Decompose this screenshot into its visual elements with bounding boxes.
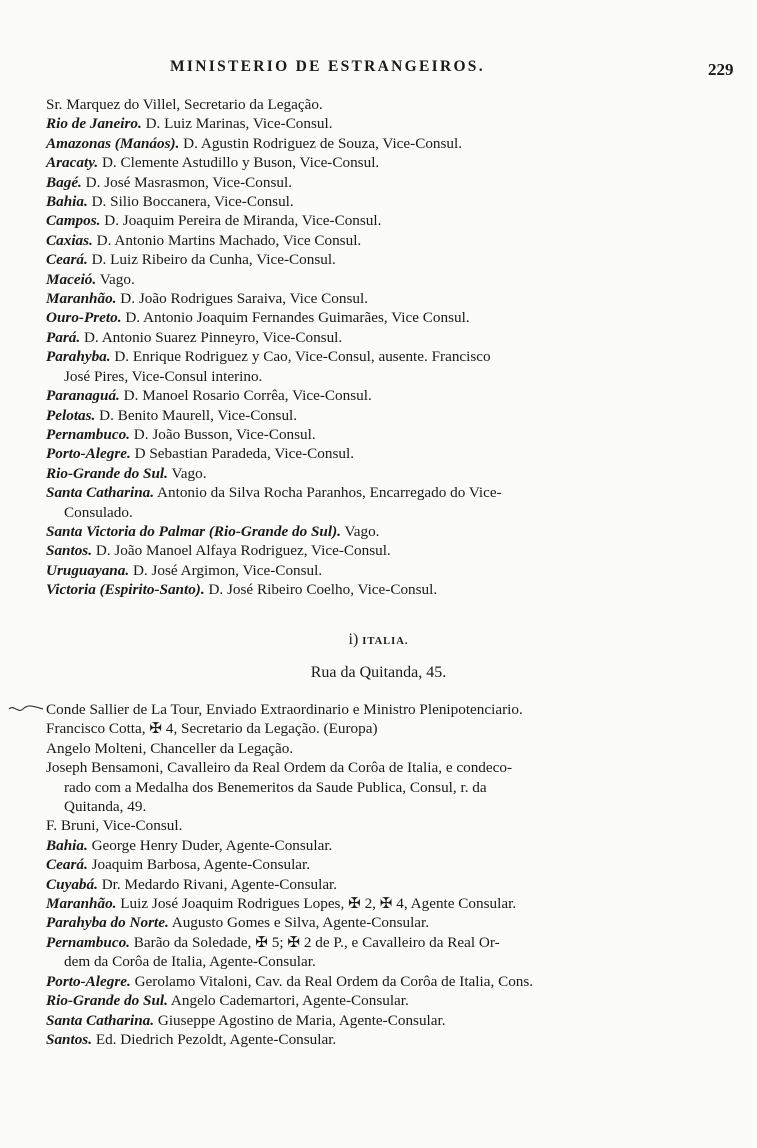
entry-text: Joaquim Barbosa, Agente-Consular. xyxy=(91,856,311,874)
entry-text: Sr. Marquez do Villel, Secretario da Legação. xyxy=(46,96,323,113)
section-name: ITALIA. xyxy=(362,636,409,647)
entry-text: D. Manoel Rosario Corrêa, Vice-Consul. xyxy=(123,387,372,405)
place-name: Bagé. xyxy=(46,173,82,191)
place-name: Pernambuco. xyxy=(46,933,130,951)
section-heading xyxy=(0,631,757,649)
entry-text: D. Antonio Joaquim Fernandes Guimarães, Vice Consul. xyxy=(125,309,470,327)
list-item xyxy=(46,1030,721,1049)
list-item xyxy=(46,816,721,835)
place-name: Santa Victoria do Palmar (Rio-Grande do Sul). xyxy=(46,522,341,540)
list-item xyxy=(46,250,721,269)
list-item xyxy=(46,406,721,425)
list-item xyxy=(46,95,721,114)
place-name: Maceió. xyxy=(46,270,97,288)
place-name: Maranhão. xyxy=(46,895,117,913)
place-name: Santa Catharina. xyxy=(46,484,155,502)
list-item xyxy=(46,933,721,972)
list-item xyxy=(46,719,721,738)
flourish-ornament xyxy=(8,704,44,714)
place-name: Santos. xyxy=(46,542,93,560)
entry-text: D. José Argimon, Vice-Consul. xyxy=(132,561,323,579)
list-item xyxy=(46,561,721,580)
entry-text: D Sebastian Paradeda, Vice-Consul. xyxy=(134,445,354,463)
place-name: Bahia. xyxy=(46,836,88,854)
entry-text: D. Antonio Suarez Pinneyro, Vice-Consul. xyxy=(83,328,343,346)
place-name: Rio-Grande do Sul. xyxy=(46,464,168,482)
list-item xyxy=(46,425,721,444)
list-item xyxy=(46,192,721,211)
entry-continuation: Consulado. xyxy=(64,503,133,521)
entry-text: D. Silio Boccanera, Vice-Consul. xyxy=(91,193,294,211)
entry-text: D. Luiz Ribeiro da Cunha, Vice-Consul. xyxy=(91,251,336,269)
list-item xyxy=(46,134,721,153)
spain-consulates-list xyxy=(46,95,721,600)
entry-text: Joseph Bensamoni, Cavalleiro da Real Ordem da Corôa de Italia, e condeco- xyxy=(46,759,513,777)
list-item xyxy=(46,464,721,483)
entry-text: D. Agustin Rodriguez de Souza, Vice-Consul. xyxy=(183,134,463,152)
list-item xyxy=(46,739,721,758)
place-name: Campos. xyxy=(46,212,101,230)
entry-continuation: José Pires, Vice-Consul interino. xyxy=(64,367,263,385)
entry-text: Vago. xyxy=(99,270,135,288)
list-item xyxy=(46,855,721,874)
entry-text: D. Clemente Astudillo y Buson, Vice-Consul. xyxy=(101,154,380,172)
entry-text: D. João Manoel Alfaya Rodriguez, Vice-Consul. xyxy=(95,542,391,560)
list-item xyxy=(46,836,721,855)
entry-continuation: rado com a Medalha dos Benemeritos da Saude Publica, Consul, r. da xyxy=(64,778,487,796)
list-item xyxy=(46,114,721,133)
list-item xyxy=(46,328,721,347)
page-number: 229 xyxy=(708,60,734,79)
list-item xyxy=(46,211,721,230)
entry-text: Barão da Soledade, ✠ 5; ✠ 2 de P., e Cavalleiro da Real Or- xyxy=(133,933,500,951)
entry-text: Vago. xyxy=(344,522,380,540)
list-item xyxy=(46,972,721,991)
place-name: Uruguayana. xyxy=(46,561,130,579)
entry-text: D. João Rodrigues Saraiva, Vice Consul. xyxy=(120,290,368,308)
place-name: Pará. xyxy=(46,328,81,346)
entry-continuation: Quitanda, 49. xyxy=(64,798,147,816)
place-name: Porto-Alegre. xyxy=(46,445,131,463)
list-item xyxy=(46,483,721,522)
place-name: Cuyabá. xyxy=(46,875,98,893)
place-name: Ceará. xyxy=(46,251,88,269)
list-item xyxy=(46,700,721,719)
place-name: Rio de Janeiro. xyxy=(46,115,142,133)
list-item xyxy=(46,913,721,932)
place-name: Ouro-Preto. xyxy=(46,309,122,327)
entry-text: D. Enrique Rodriguez y Cao, Vice-Consul, ausente. Francisco xyxy=(114,348,491,366)
place-name: Parahyba do Norte. xyxy=(46,914,169,932)
place-name: Paranaguá. xyxy=(46,387,120,405)
entry-text: F. Bruni, Vice-Consul. xyxy=(46,817,183,835)
place-name: Caxias. xyxy=(46,231,93,249)
entry-text: Luiz José Joaquim Rodrigues Lopes, ✠ 2, ✠ 4, Agente Consular. xyxy=(120,895,517,913)
entry-text: Ed. Diedrich Pezoldt, Agente-Consular. xyxy=(95,1030,337,1048)
list-item xyxy=(46,991,721,1010)
list-item xyxy=(46,386,721,405)
place-name: Maranhão. xyxy=(46,290,117,308)
entry-text: D. Luiz Marinas, Vice-Consul. xyxy=(145,115,333,133)
place-name: Parahyba. xyxy=(46,348,111,366)
list-item xyxy=(46,580,721,599)
legation-address: Rua da Quitanda, 45. xyxy=(310,664,447,681)
list-item xyxy=(46,173,721,192)
entry-text: Vago. xyxy=(171,464,207,482)
place-name: Porto-Alegre. xyxy=(46,972,131,990)
list-item xyxy=(46,444,721,463)
entry-text: George Henry Duder, Agente-Consular. xyxy=(91,836,333,854)
page-header xyxy=(0,58,757,82)
entry-text: D. Antonio Martins Machado, Vice Consul. xyxy=(96,231,362,249)
entry-text: Giuseppe Agostino de Maria, Agente-Consular. xyxy=(157,1011,446,1029)
place-name: Pelotas. xyxy=(46,406,96,424)
list-item xyxy=(46,875,721,894)
entry-text: D. José Ribeiro Coelho, Vice-Consul. xyxy=(208,581,438,599)
list-item xyxy=(46,894,721,913)
place-name: Amazonas (Manáos). xyxy=(46,134,180,152)
running-title: MINISTERIO DE ESTRANGEIROS. xyxy=(170,58,485,75)
list-item xyxy=(46,308,721,327)
list-item xyxy=(46,758,721,816)
entry-text: Francisco Cotta, ✠ 4, Secretario da Legação. (Europa) xyxy=(46,720,378,738)
place-name: Pernambuco. xyxy=(46,425,130,443)
place-name: Bahia. xyxy=(46,193,88,211)
entry-text: Angelo Cademartori, Agente-Consular. xyxy=(170,992,409,1010)
entry-text: Antonio da Silva Rocha Paranhos, Encarregado do Vice- xyxy=(157,484,502,502)
entry-text: D. João Busson, Vice-Consul. xyxy=(133,425,316,443)
list-item xyxy=(46,522,721,541)
place-name: Victoria (Espirito-Santo). xyxy=(46,581,205,599)
place-name: Santos. xyxy=(46,1030,93,1048)
entry-text: Gerolamo Vitaloni, Cav. da Real Ordem da Corôa de Italia, Cons. xyxy=(134,972,534,990)
list-item xyxy=(46,153,721,172)
entry-text: D. Joaquim Pereira de Miranda, Vice-Consul. xyxy=(104,212,382,230)
entry-text: Augusto Gomes e Silva, Agente-Consular. xyxy=(171,914,430,932)
entry-text: D. José Masrasmon, Vice-Consul. xyxy=(85,173,293,191)
place-name: Santa Catharina. xyxy=(46,1011,155,1029)
list-item xyxy=(46,1011,721,1030)
entry-text: Dr. Medardo Rivani, Agente-Consular. xyxy=(101,875,338,893)
list-item xyxy=(46,270,721,289)
list-item xyxy=(46,289,721,308)
list-item xyxy=(46,541,721,560)
list-item xyxy=(46,347,721,386)
place-name: Aracaty. xyxy=(46,154,99,172)
place-name: Ceará. xyxy=(46,856,88,874)
entry-text: Angelo Molteni, Chanceller da Legação. xyxy=(46,739,294,757)
entry-continuation: dem da Corôa de Italia, Agente-Consular. xyxy=(64,953,316,971)
list-item xyxy=(46,231,721,250)
section-marker: i) xyxy=(348,631,359,648)
italy-consulates-list xyxy=(46,700,721,1049)
place-name: Rio-Grande do Sul. xyxy=(46,992,168,1010)
entry-text: D. Benito Maurell, Vice-Consul. xyxy=(99,406,298,424)
entry-text: Conde Sallier de La Tour, Enviado Extraordinario e Ministro Plenipotenciario. xyxy=(46,701,523,718)
